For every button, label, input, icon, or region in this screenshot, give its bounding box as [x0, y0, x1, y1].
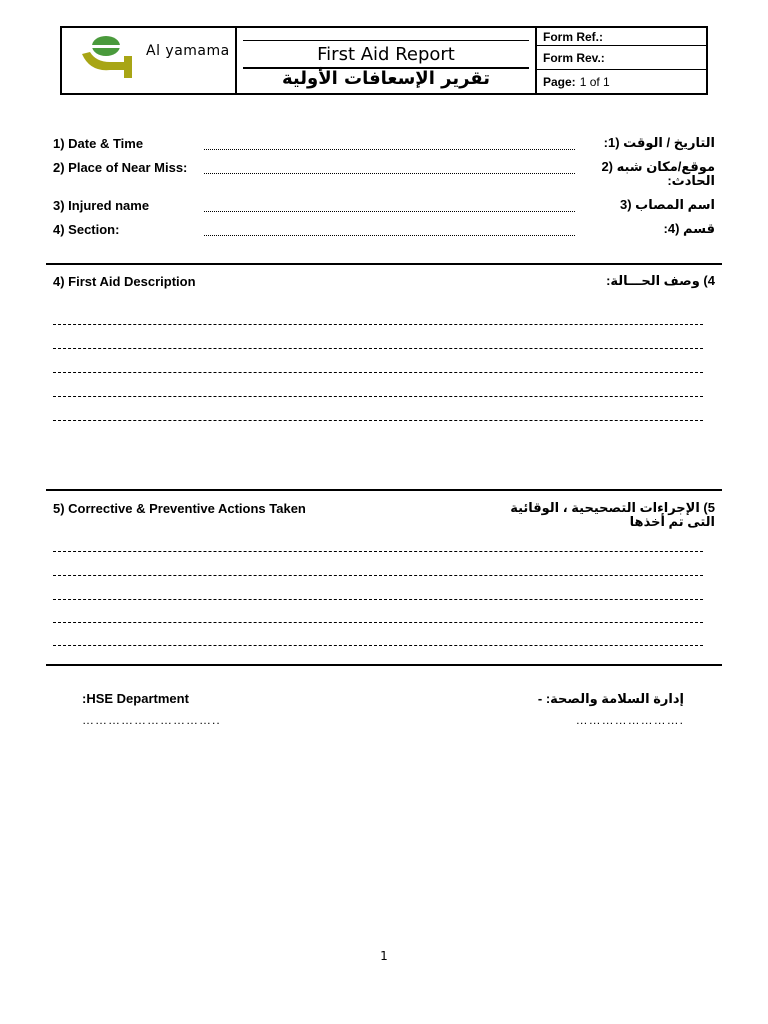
report-title-ar: تقرير الإسعافات الأولية [281, 68, 490, 89]
page-number: 1 [380, 949, 388, 963]
actions-title-en: 5) Corrective & Preventive Actions Taken [53, 501, 306, 516]
actions-line[interactable] [53, 575, 703, 576]
reference-cell [537, 28, 706, 93]
description-line[interactable] [53, 396, 703, 397]
logo-cell [62, 28, 237, 93]
description-title-en: 4) First Aid Description [53, 274, 196, 289]
divider [46, 664, 722, 666]
field-label-ar: موقع/مكان شبه (2 الحادث: [601, 159, 715, 188]
actions-title-ar: 5) الإجراءات التصحيحية ، الوقائية التى تم أخذها [510, 500, 715, 529]
actions-line[interactable] [53, 599, 703, 600]
field-label-en: 2) Place of Near Miss: [53, 160, 188, 175]
description-line[interactable] [53, 324, 703, 325]
description-line[interactable] [53, 372, 703, 373]
field-label-en: 3) Injured name [53, 198, 150, 213]
field-label-en: 1) Date & Time [53, 136, 144, 151]
divider [46, 263, 722, 265]
actions-line[interactable] [53, 645, 703, 646]
form-rev-row [537, 46, 706, 70]
signature-line-left[interactable]: ………………………….. [82, 713, 221, 727]
divider [46, 489, 722, 491]
description-title-ar: 4) وصف الحـــالة: [606, 273, 715, 288]
page-row [537, 70, 706, 93]
field-label-ar: اسم المصاب (3 [619, 197, 715, 212]
injured-name-input-line[interactable] [204, 211, 575, 212]
actions-line[interactable] [53, 551, 703, 552]
field-label-en: 4) Section: [53, 222, 120, 237]
actions-line[interactable] [53, 622, 703, 623]
page-value: 1 of 1 [579, 74, 610, 89]
title-rule-top [243, 40, 529, 41]
signature-line-right[interactable]: ……………………. [575, 713, 684, 727]
description-line[interactable] [53, 420, 703, 421]
title-cell [237, 28, 537, 93]
hse-department-label-ar: إدارة السلامة والصحة: - [537, 691, 684, 706]
description-line[interactable] [53, 348, 703, 349]
date-time-input-line[interactable] [204, 149, 575, 150]
form-rev-label: Form Rev.: [543, 50, 605, 65]
logo-text: Al yamama [146, 43, 230, 59]
place-input-line[interactable] [204, 173, 575, 174]
report-title-en: First Aid Report [317, 44, 455, 65]
hse-department-label-en: :HSE Department [82, 691, 189, 706]
field-label-ar: قسم (4: [663, 221, 715, 236]
al-yamama-logo-icon [80, 32, 140, 78]
form-ref-label: Form Ref.: [543, 29, 603, 44]
section-input-line[interactable] [204, 235, 575, 236]
page-label: Page: [543, 74, 576, 89]
field-label-ar: التاريخ / الوقت (1: [603, 135, 715, 150]
form-ref-row [537, 28, 706, 46]
form-header [60, 26, 708, 95]
